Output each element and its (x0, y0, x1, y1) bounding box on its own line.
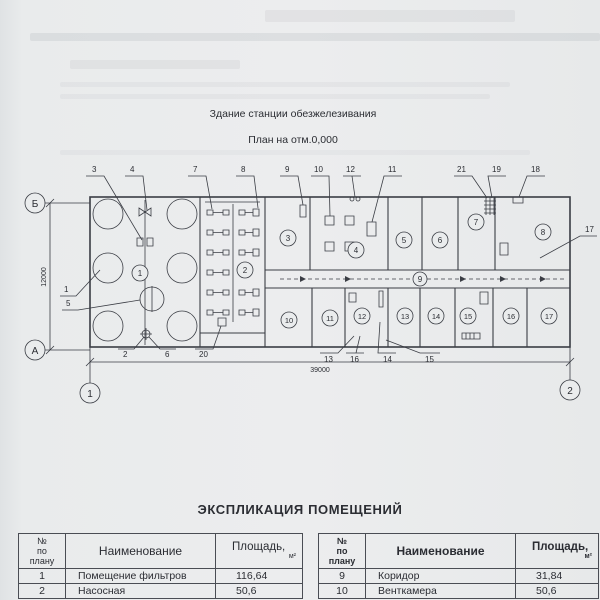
callout-8 (236, 165, 258, 208)
svg-text:6: 6 (437, 236, 443, 245)
room-marker-13 (397, 308, 413, 324)
svg-text:11: 11 (388, 165, 397, 174)
table-header-row (319, 534, 599, 569)
svg-text:13: 13 (400, 312, 410, 321)
svg-text:10: 10 (284, 316, 294, 325)
svg-text:17: 17 (544, 312, 554, 321)
callout-13 (320, 336, 354, 364)
column-header-name: Наименование (66, 534, 216, 569)
svg-text:10: 10 (314, 165, 323, 174)
callout-19 (488, 165, 506, 198)
svg-text:12: 12 (357, 312, 367, 321)
room-marker-17 (541, 308, 557, 324)
svg-text:11: 11 (326, 314, 334, 323)
page-subtitle: План на отм.0,000 (248, 134, 338, 146)
svg-text:5: 5 (401, 236, 407, 245)
callout-16 (346, 336, 364, 364)
axis-marker-col-right (560, 380, 580, 400)
axis-marker-row-bottom (25, 340, 45, 360)
svg-text:7: 7 (473, 218, 479, 227)
svg-text:9: 9 (285, 165, 290, 174)
svg-text:20: 20 (199, 350, 208, 359)
svg-text:13: 13 (324, 355, 333, 364)
svg-text:15: 15 (425, 355, 434, 364)
svg-text:16: 16 (506, 312, 516, 321)
room-marker-11 (322, 310, 338, 326)
cell-name: Помещение фильтров (66, 569, 216, 584)
svg-text:1: 1 (87, 389, 93, 400)
cell-number: 10 (319, 584, 366, 599)
svg-text:А: А (31, 346, 39, 357)
room-marker-4 (348, 242, 364, 258)
table-row (19, 569, 303, 584)
explication-table-left (18, 533, 303, 599)
svg-text:2: 2 (123, 350, 128, 359)
room-marker-15 (460, 308, 476, 324)
svg-text:3: 3 (285, 234, 291, 243)
callout-4 (125, 165, 147, 210)
room-marker-12 (354, 308, 370, 324)
svg-text:4: 4 (353, 246, 359, 255)
room-marker-16 (503, 308, 519, 324)
svg-text:1: 1 (64, 285, 69, 294)
column-header-area: Площадь, м² (216, 534, 303, 569)
page-title: Здание станции обезжелезивания (209, 108, 377, 120)
column-header-number: № по плану (319, 534, 366, 569)
callout-18 (519, 165, 545, 197)
table-row (19, 584, 303, 599)
axis-marker-col-left (80, 383, 100, 403)
svg-text:7: 7 (193, 165, 198, 174)
svg-text:3: 3 (92, 165, 97, 174)
callout-10 (311, 165, 330, 216)
table-row (319, 569, 599, 584)
svg-text:8: 8 (241, 165, 246, 174)
room-marker-6 (432, 232, 448, 248)
table-row (319, 584, 599, 599)
table-header-row (19, 534, 303, 569)
room-marker-14 (428, 308, 444, 324)
cell-area: 31,84 (516, 569, 599, 584)
svg-text:9: 9 (417, 275, 423, 284)
room-marker-8 (535, 224, 551, 240)
cell-name: Венткамера (366, 584, 516, 599)
explication-heading: ЭКСПЛИКАЦИЯ ПОМЕЩЕНИЙ (197, 502, 403, 517)
cell-area: 50,6 (216, 584, 303, 599)
callout-21 (454, 165, 487, 198)
svg-text:21: 21 (457, 165, 466, 174)
room-marker-1 (132, 265, 148, 281)
equipment-rows (205, 202, 260, 326)
axis-marker-row-top (25, 193, 45, 213)
cell-number: 2 (19, 584, 66, 599)
interior-walls (200, 197, 570, 347)
column-header-number: № по плану (19, 534, 66, 569)
svg-text:1: 1 (137, 269, 143, 278)
svg-text:Б: Б (31, 199, 39, 210)
room-marker-7 (468, 214, 484, 230)
column-header-area: Площадь, м² (516, 534, 599, 569)
cell-area: 50,6 (516, 584, 599, 599)
svg-text:4: 4 (130, 165, 135, 174)
svg-text:18: 18 (531, 165, 540, 174)
svg-text:19: 19 (492, 165, 501, 174)
callout-12 (343, 165, 361, 197)
svg-text:15: 15 (463, 312, 473, 321)
svg-text:12: 12 (346, 165, 355, 174)
svg-text:6: 6 (165, 350, 170, 359)
callout-20 (195, 326, 221, 359)
room-marker-5 (396, 232, 412, 248)
column-header-name: Наименование (366, 534, 516, 569)
cell-name: Коридор (366, 569, 516, 584)
dimension-height: 12000 (41, 267, 48, 287)
callout-6 (149, 337, 176, 359)
svg-text:17: 17 (585, 225, 594, 234)
cell-area: 116,64 (216, 569, 303, 584)
svg-text:14: 14 (431, 312, 441, 321)
callout-9 (280, 165, 303, 205)
callout-2 (118, 337, 144, 359)
cell-name: Насосная (66, 584, 216, 599)
svg-text:2: 2 (242, 266, 248, 275)
dimension-width: 39000 (310, 367, 330, 374)
svg-text:2: 2 (567, 386, 573, 397)
callout-15 (386, 340, 440, 364)
room-marker-9 (413, 272, 427, 286)
svg-text:8: 8 (540, 228, 546, 237)
cell-number: 1 (19, 569, 66, 584)
room-marker-3 (280, 230, 296, 246)
explication-table-right (318, 533, 599, 599)
svg-text:5: 5 (66, 299, 71, 308)
callout-11 (372, 165, 402, 222)
callout-5 (62, 299, 140, 310)
svg-text:14: 14 (383, 355, 392, 364)
svg-text:16: 16 (350, 355, 359, 364)
cell-number: 9 (319, 569, 366, 584)
room-marker-2 (237, 262, 253, 278)
room-marker-10 (281, 312, 297, 328)
